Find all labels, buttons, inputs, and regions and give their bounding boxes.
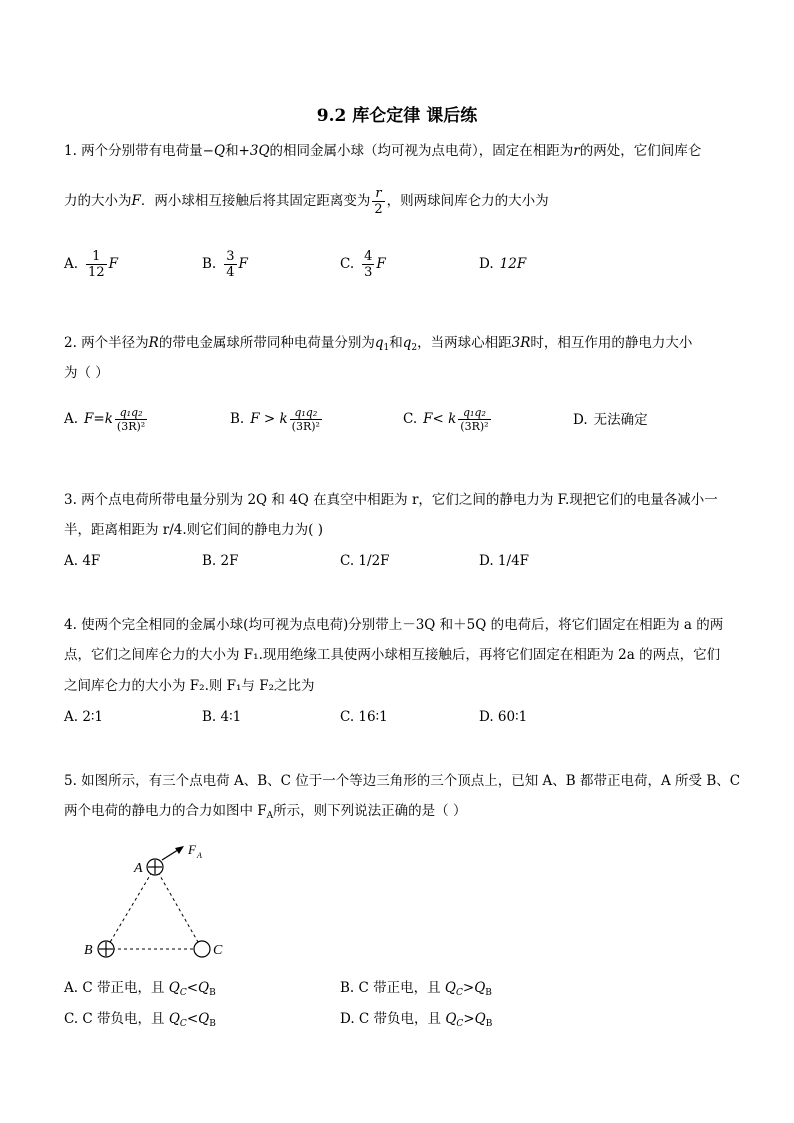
option-label: A. [64, 411, 79, 427]
q1-text: 的两处，它们间库仑 [579, 143, 702, 159]
qb: Q [198, 980, 210, 996]
option-label: B. [202, 256, 217, 272]
question-5-line-1: 5. 如图所示，有三个点电荷 A、B、C 位于一个等边三角形的三个顶点上，已知 A、B 都带正电荷，A 所受 B、C [64, 773, 741, 789]
option-suffix: F [376, 256, 386, 272]
q4-option-c[interactable]: C. 16∶1 [340, 709, 388, 725]
option-label: C. [403, 411, 418, 427]
label-b: B [84, 943, 93, 958]
option-lhs: F< k [423, 411, 457, 427]
q1-r: r [573, 143, 580, 159]
option-fraction [458, 406, 490, 433]
frac-den: (3R)² [460, 420, 489, 433]
q2-text: 2. 两个半径为 [64, 335, 149, 351]
frac-den: (3R)² [116, 420, 146, 433]
q4-option-d[interactable]: D. 60∶1 [479, 709, 528, 725]
option-label: D. [573, 412, 588, 428]
q2-text: 和 [389, 335, 403, 351]
option-suffix: F [108, 256, 118, 272]
q3-option-c[interactable]: C. 1/2F [340, 553, 390, 569]
label-a: A [134, 861, 143, 876]
q1-F: F [131, 193, 141, 209]
qb: Q [474, 980, 486, 996]
frac-den: 4 [226, 265, 235, 280]
qb-sub: B [209, 1019, 216, 1029]
question-1-line-1 [64, 142, 701, 160]
q2-text: ，当两球心相距 [417, 335, 512, 351]
frac-den: (3R)² [291, 420, 320, 433]
option-label: C. [340, 256, 355, 272]
q1-text: 和+ [225, 143, 250, 159]
option-fraction [362, 249, 374, 280]
frac-num: 1 [92, 249, 101, 264]
q2-option-c[interactable] [403, 401, 493, 437]
q4-option-a[interactable]: A. 2∶1 [64, 709, 104, 725]
q2-text: 时，相互作用的静电力大小 [530, 335, 693, 351]
frac-den: 12 [88, 265, 105, 280]
qb-sub: B [209, 988, 216, 998]
q5-option-d[interactable] [340, 1010, 492, 1033]
q5-option-a[interactable] [64, 979, 216, 1002]
qb-sub: B [485, 1019, 493, 1029]
q1-text: ，则两球间库仑力的大小为 [386, 193, 549, 209]
qb-sub: B [485, 988, 492, 998]
qc-sub: C [179, 988, 187, 998]
q1-charge-2: 3Q [249, 143, 270, 159]
frac-num: q₁q₂ [462, 406, 486, 419]
q1-frac-den: 2 [374, 202, 383, 217]
charge-c-circle [194, 941, 210, 957]
option-text: A. C 带正电，且 [64, 980, 169, 996]
question-2-line-1 [64, 334, 692, 357]
q1-fraction [372, 186, 384, 217]
question-1-line-2 [64, 184, 549, 218]
option-fraction [224, 249, 236, 280]
question-2-line-2: 为（ ） [64, 365, 109, 381]
option-lhs: F > k [250, 411, 288, 427]
q1-text: 的相同金属小球（均可视为点电荷），固定在相距为 [269, 143, 574, 159]
comparison-op: < [186, 980, 199, 996]
qb: Q [474, 1011, 486, 1027]
q2-q1: q [374, 335, 384, 351]
question-4-line-2: 点，它们之间库仑力的大小为 F₁.现用绝缘工具使两小球相互接触后，再将它们固定在相距为 2a 的两点，它们 [64, 647, 721, 663]
qc: Q [445, 1011, 457, 1027]
edge-ab [106, 867, 155, 949]
option-text: 无法确定 [593, 412, 648, 428]
qb: Q [198, 1011, 210, 1027]
comparison-op: < [186, 1011, 199, 1027]
option-text: D. C 带负电，且 [340, 1011, 446, 1027]
question-4-line-1: 4. 使两个完全相同的金属小球(均可视为点电荷)分别带上－3Q 和＋5Q 的电荷后，将它们固定在相距为 a 的两 [64, 617, 724, 633]
q1-text: 1. 两个分别带有电荷量 [64, 143, 203, 159]
qc-sub: C [179, 1019, 187, 1029]
option-text: 12F [499, 256, 527, 272]
comparison-op: > [462, 980, 475, 996]
q5-option-b[interactable] [340, 979, 492, 1002]
option-fraction [290, 406, 322, 433]
qc-sub: C [456, 1019, 464, 1029]
q2-option-a[interactable] [64, 401, 149, 437]
q5-option-c[interactable] [64, 1010, 216, 1033]
frac-num: 3 [226, 249, 235, 264]
q4-option-b[interactable]: B. 4∶1 [202, 709, 242, 725]
q2-dist: 3R [511, 335, 531, 351]
option-lhs: F=k [84, 411, 113, 427]
frac-num: q₁q₂ [294, 406, 318, 419]
q1-charge-1: −Q [202, 143, 226, 159]
q2-q2: q [402, 335, 412, 351]
triangle-diagram [80, 836, 240, 966]
qc: Q [444, 980, 456, 996]
option-label: A. [64, 256, 79, 272]
frac-num: 4 [364, 249, 373, 264]
force-label: F [188, 842, 196, 857]
q1-option-d[interactable] [479, 255, 526, 273]
force-arrowhead [175, 846, 184, 854]
edge-ac [155, 867, 202, 949]
q2-option-b[interactable] [230, 401, 324, 437]
frac-den: 3 [364, 265, 373, 280]
page-title: 9.2 库仑定律 课后练 [316, 106, 478, 126]
question-3-line-2: 半，距离相距为 r/4.则它们间的静电力为( ) [64, 522, 323, 538]
option-label: D. [479, 256, 494, 272]
q1-frac-num: r [375, 186, 382, 201]
q2-text: 的带电金属球所带同种电荷量分别为 [158, 335, 375, 351]
q1-option-c[interactable] [340, 247, 386, 281]
q2-q2-sub: 2 [411, 343, 418, 353]
q5-text: 所示，则下列说法正确的是（ ） [273, 803, 467, 819]
q2-q1-sub: 1 [383, 343, 390, 353]
q5-fa-sub: A [266, 811, 274, 821]
q3-option-b[interactable]: B. 2F [202, 553, 239, 569]
q1-option-a[interactable] [64, 247, 118, 281]
option-text: B. C 带正电，且 [340, 980, 445, 996]
q1-text: ．两小球相互接触后将其固定距离变为 [140, 193, 371, 209]
question-4-line-3: 之间库仑力的大小为 F₂.则 F₁与 F₂之比为 [64, 678, 315, 694]
option-text: C. C 带负电，且 [64, 1011, 169, 1027]
qc-sub: C [456, 988, 463, 998]
force-label-sub: A [197, 851, 202, 860]
comparison-op: > [463, 1011, 475, 1027]
qc: Q [168, 1011, 180, 1027]
option-label: B. [230, 411, 245, 427]
q3-option-a[interactable]: A. 4F [64, 553, 101, 569]
q1-option-b[interactable] [202, 247, 248, 281]
q5-text: 两个电荷的静电力的合力如图中 F [64, 803, 267, 819]
option-suffix: F [238, 256, 248, 272]
question-3-line-1: 3. 两个点电荷所带电量分别为 2Q 和 4Q 在真空中相距为 r，它们之间的静电力为 F.现把它们的电量各减小一 [64, 492, 718, 508]
option-fraction [115, 406, 147, 433]
q3-option-d[interactable]: D. 1/4F [479, 553, 530, 569]
label-c: C [213, 943, 223, 958]
qc: Q [168, 980, 180, 996]
q1-text: 力的大小为 [64, 193, 132, 209]
q2-R: R [148, 335, 159, 351]
frac-num: q₁q₂ [119, 406, 143, 419]
option-fraction [86, 249, 107, 280]
question-5-line-2 [64, 802, 466, 825]
q2-option-d[interactable] [573, 411, 648, 429]
